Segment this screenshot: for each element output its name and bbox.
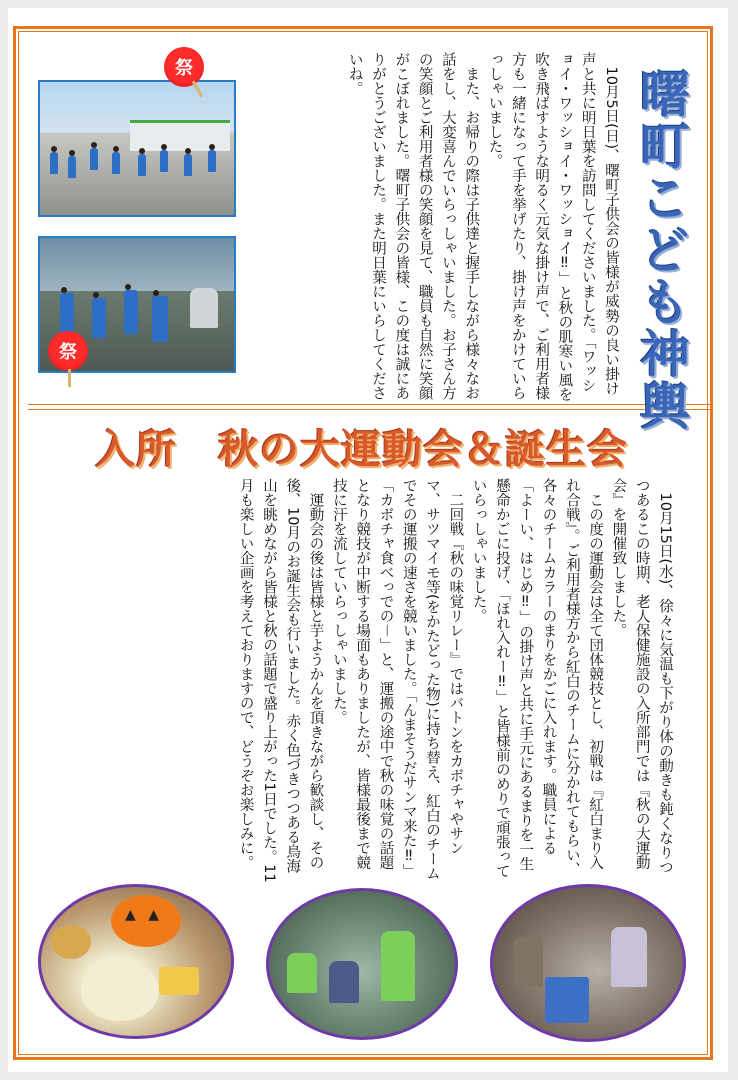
resident-shape: [611, 927, 647, 987]
person-shape: [124, 290, 138, 334]
fan-handle: [68, 369, 71, 387]
building-shape: [130, 120, 230, 151]
tea-cup-shape: [51, 925, 91, 959]
person-shape: [152, 296, 168, 342]
staff-shape: [381, 931, 415, 1001]
photo-relay-oval: [266, 888, 458, 1040]
person-shape: [90, 148, 98, 170]
person-shape: [184, 154, 192, 176]
person-shape: [160, 150, 168, 172]
festival-fan-icon: 祭: [164, 47, 204, 87]
person-shape: [60, 293, 74, 333]
section-divider: [28, 404, 710, 405]
person-shape: [112, 152, 120, 174]
photo-snacks-oval: [38, 884, 234, 1039]
photo-ball-toss-oval: [490, 884, 686, 1042]
person-shape: [208, 150, 216, 172]
resident-shape: [329, 961, 359, 1003]
person-shape: [92, 298, 106, 338]
person-shape: [138, 154, 146, 176]
person-shape: [50, 152, 58, 174]
person-shape: [68, 156, 76, 178]
section-divider-inner: [28, 409, 710, 410]
resident-shape: [190, 288, 218, 328]
pumpkin-decoration: [111, 895, 181, 947]
section2-title: 入所 秋の大運動会＆誕生会: [95, 426, 628, 473]
photo-mikoshi-outdoor: [38, 80, 236, 217]
ball-basket-shape: [545, 977, 589, 1023]
section2-body: 10月15日(水)、徐々に気温も下がり体の動きも鈍くなりつつあるこの時期、老人保健施設の入所部門では『秋の大運動会』を開催致しました。 この度の運動会は全て団体競技とし、初戦は『紅白まり入れ合戦』。ご利用者様方から紅白のチームに分かれてもらい、各々のチームカラーのまりをかごに入れます。職員による「よーい、はじめ‼」の掛け声と共に手元にあるまりを一生懸命かごに投げ、「ほれ入れー‼」と皆様前のめりで頑張っていらっしゃいました。 二回戦『秋の味覚リレー』ではバトンをカボチャやサンマ、サツマイモ等(をかたどった物)に持ち替え、紅白のチームでその運搬の速さを競いました。「んまそうだサンマ来た‼」「カボチャ食べっでの－」と、運搬の途中で秋の味覚の話題となり競技が中断する場面もありましたが、皆様最後まで競技に汗を流していらっしゃいました。 運動会の後は皆様と芋ようかんを頂きながら歓談し、その後、10月のお誕生会も行いました。赤く色づきつつある鳥海山を眺めながら皆様と秋の話題で盛り上がった1日でした。11月も楽しい企画を考えておりますので、どうぞお楽しみに。: [237, 478, 673, 883]
section1-title: 曙町こども神輿: [632, 68, 690, 432]
bowl-shape: [81, 961, 159, 1021]
staff-shape: [287, 953, 317, 993]
candy-shape: [159, 967, 199, 995]
festival-fan-icon: 祭: [48, 331, 88, 371]
section1-body: 10月5日(日)、曙町子供会の皆様が威勢の良い掛け声と共に明日葉を訪問してくださいました。「ワッショイ・ワッショイ・ワッショイ‼」と秋の肌寒い風を吹き飛ばすような明るく元気な掛け声で、ご利用者様方も一緒になって手を挙げたり、掛け声をかけていらっしゃいました。 また、お帰りの際は子供達と握手しながら様々なお話をし、大変喜んでいらっしゃいました。お子さん方の笑顔とご利用者様の笑顔を見て、職員も自然に笑顔がこぼれました。曙町子供会の皆様、この度は誠にありがとうございました。また明日葉にいらしてくださいね。: [346, 52, 619, 402]
resident-shape: [513, 937, 543, 987]
